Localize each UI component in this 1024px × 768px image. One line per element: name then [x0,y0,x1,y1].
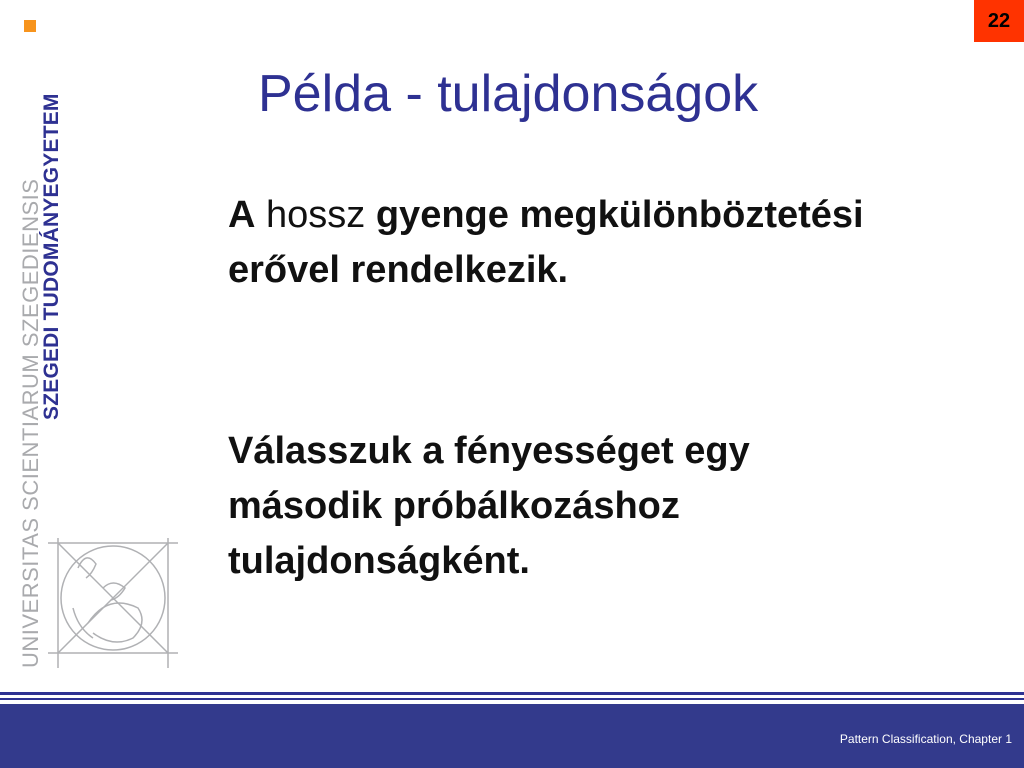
university-emblem-icon [48,538,178,668]
paragraph-1-part-1: A [228,194,256,236]
paragraph-1-part-2: hossz [255,194,376,236]
footer-rule-bottom [0,698,1024,700]
paragraph-1 [228,188,868,298]
university-name-vertical: SZEGEDI TUDOMÁNYEGYETEM [40,93,63,420]
slide-title: Példa - tulajdonságok [258,65,759,123]
latin-name-vertical: UNIVERSITAS SCIENTIARUM SZEGEDIENSIS [18,178,43,668]
footer-rule-top [0,692,1024,695]
paragraph-2: Válasszuk a fényességet egy második próbálkozáshoz tulajdonságként. [228,430,750,582]
slide-number-badge: 22 [974,0,1024,42]
logo-square-icon [24,20,36,32]
footer-caption: Pattern Classification, Chapter 1 [839,732,1012,746]
paragraph-1-part-3: gyenge megkülönböztetési erővel rendelkezik. [228,194,864,291]
